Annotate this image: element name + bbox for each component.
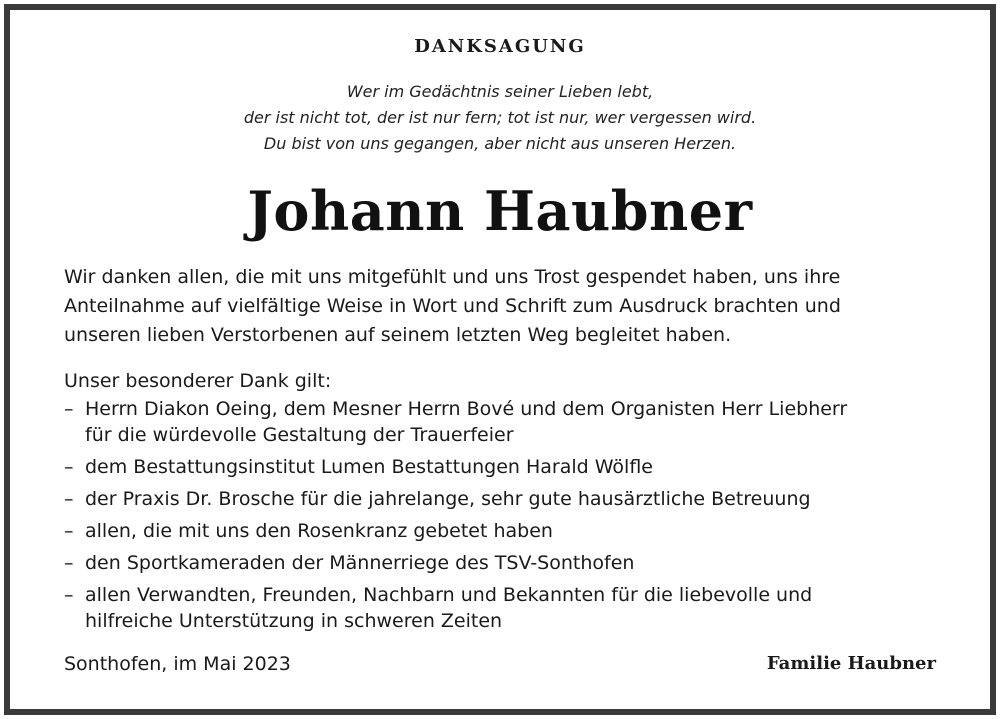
intro-line: Anteilnahme auf vielfältige Weise in Wort und Schrift zum Ausdruck brachten und bbox=[64, 295, 841, 317]
memorial-quote bbox=[0, 79, 1000, 157]
thanks-list bbox=[64, 396, 944, 640]
intro-line: Wir danken allen, die mit uns mitgefühlt und uns Trost gespendet haben, uns ihre bbox=[64, 266, 841, 288]
quote-line: Wer im Gedächtnis seiner Lieben lebt, bbox=[346, 82, 654, 101]
thanks-item-line: den Sportkameraden der Männerriege des TSV-Sonthofen bbox=[85, 552, 635, 574]
dash-marker: – bbox=[64, 552, 74, 574]
place-date: Sonthofen, im Mai 2023 bbox=[64, 653, 291, 675]
quote-line: der ist nicht tot, der ist nur fern; tot ist nur, wer vergessen wird. bbox=[243, 108, 757, 127]
dash-marker: – bbox=[64, 398, 74, 420]
thanks-item-line: allen, die mit uns den Rosenkranz gebetet haben bbox=[85, 520, 553, 542]
deceased-name: Johann Haubner bbox=[247, 179, 753, 243]
intro-paragraph bbox=[64, 263, 944, 350]
thanks-item-line: der Praxis Dr. Brosche für die jahrelange, sehr gute hausärztliche Betreuung bbox=[85, 488, 811, 510]
dash-marker: – bbox=[64, 456, 74, 478]
thanks-item bbox=[64, 396, 944, 448]
thanks-item bbox=[64, 486, 944, 512]
thanks-item-line: hilfreiche Unterstützung in schweren Zeiten bbox=[85, 610, 503, 632]
thanks-item-line: für die würdevolle Gestaltung der Trauerfeier bbox=[85, 424, 514, 446]
thanks-item bbox=[64, 454, 944, 480]
family-signature: Familie Haubner bbox=[766, 653, 936, 674]
thanks-heading: Unser besonderer Dank gilt: bbox=[64, 370, 332, 392]
dash-marker: – bbox=[64, 488, 74, 510]
thanks-item-line: dem Bestattungsinstitut Lumen Bestattungen Harald Wölfle bbox=[85, 456, 653, 478]
thanks-item bbox=[64, 582, 944, 634]
thanks-item-line: Herrn Diakon Oeing, dem Mesner Herrn Bové und dem Organisten Herr Liebherr bbox=[85, 398, 848, 420]
thanks-item bbox=[64, 550, 944, 576]
notice-heading: DANKSAGUNG bbox=[414, 36, 586, 57]
thanks-item bbox=[64, 518, 944, 544]
dash-marker: – bbox=[64, 520, 74, 542]
quote-line: Du bist von uns gegangen, aber nicht aus unseren Herzen. bbox=[263, 134, 737, 153]
dash-marker: – bbox=[64, 584, 74, 606]
intro-line: unseren lieben Verstorbenen auf seinem letzten Weg begleitet haben. bbox=[64, 324, 732, 346]
thanks-item-line: allen Verwandten, Freunden, Nachbarn und Bekannten für die liebevolle und bbox=[85, 584, 813, 606]
